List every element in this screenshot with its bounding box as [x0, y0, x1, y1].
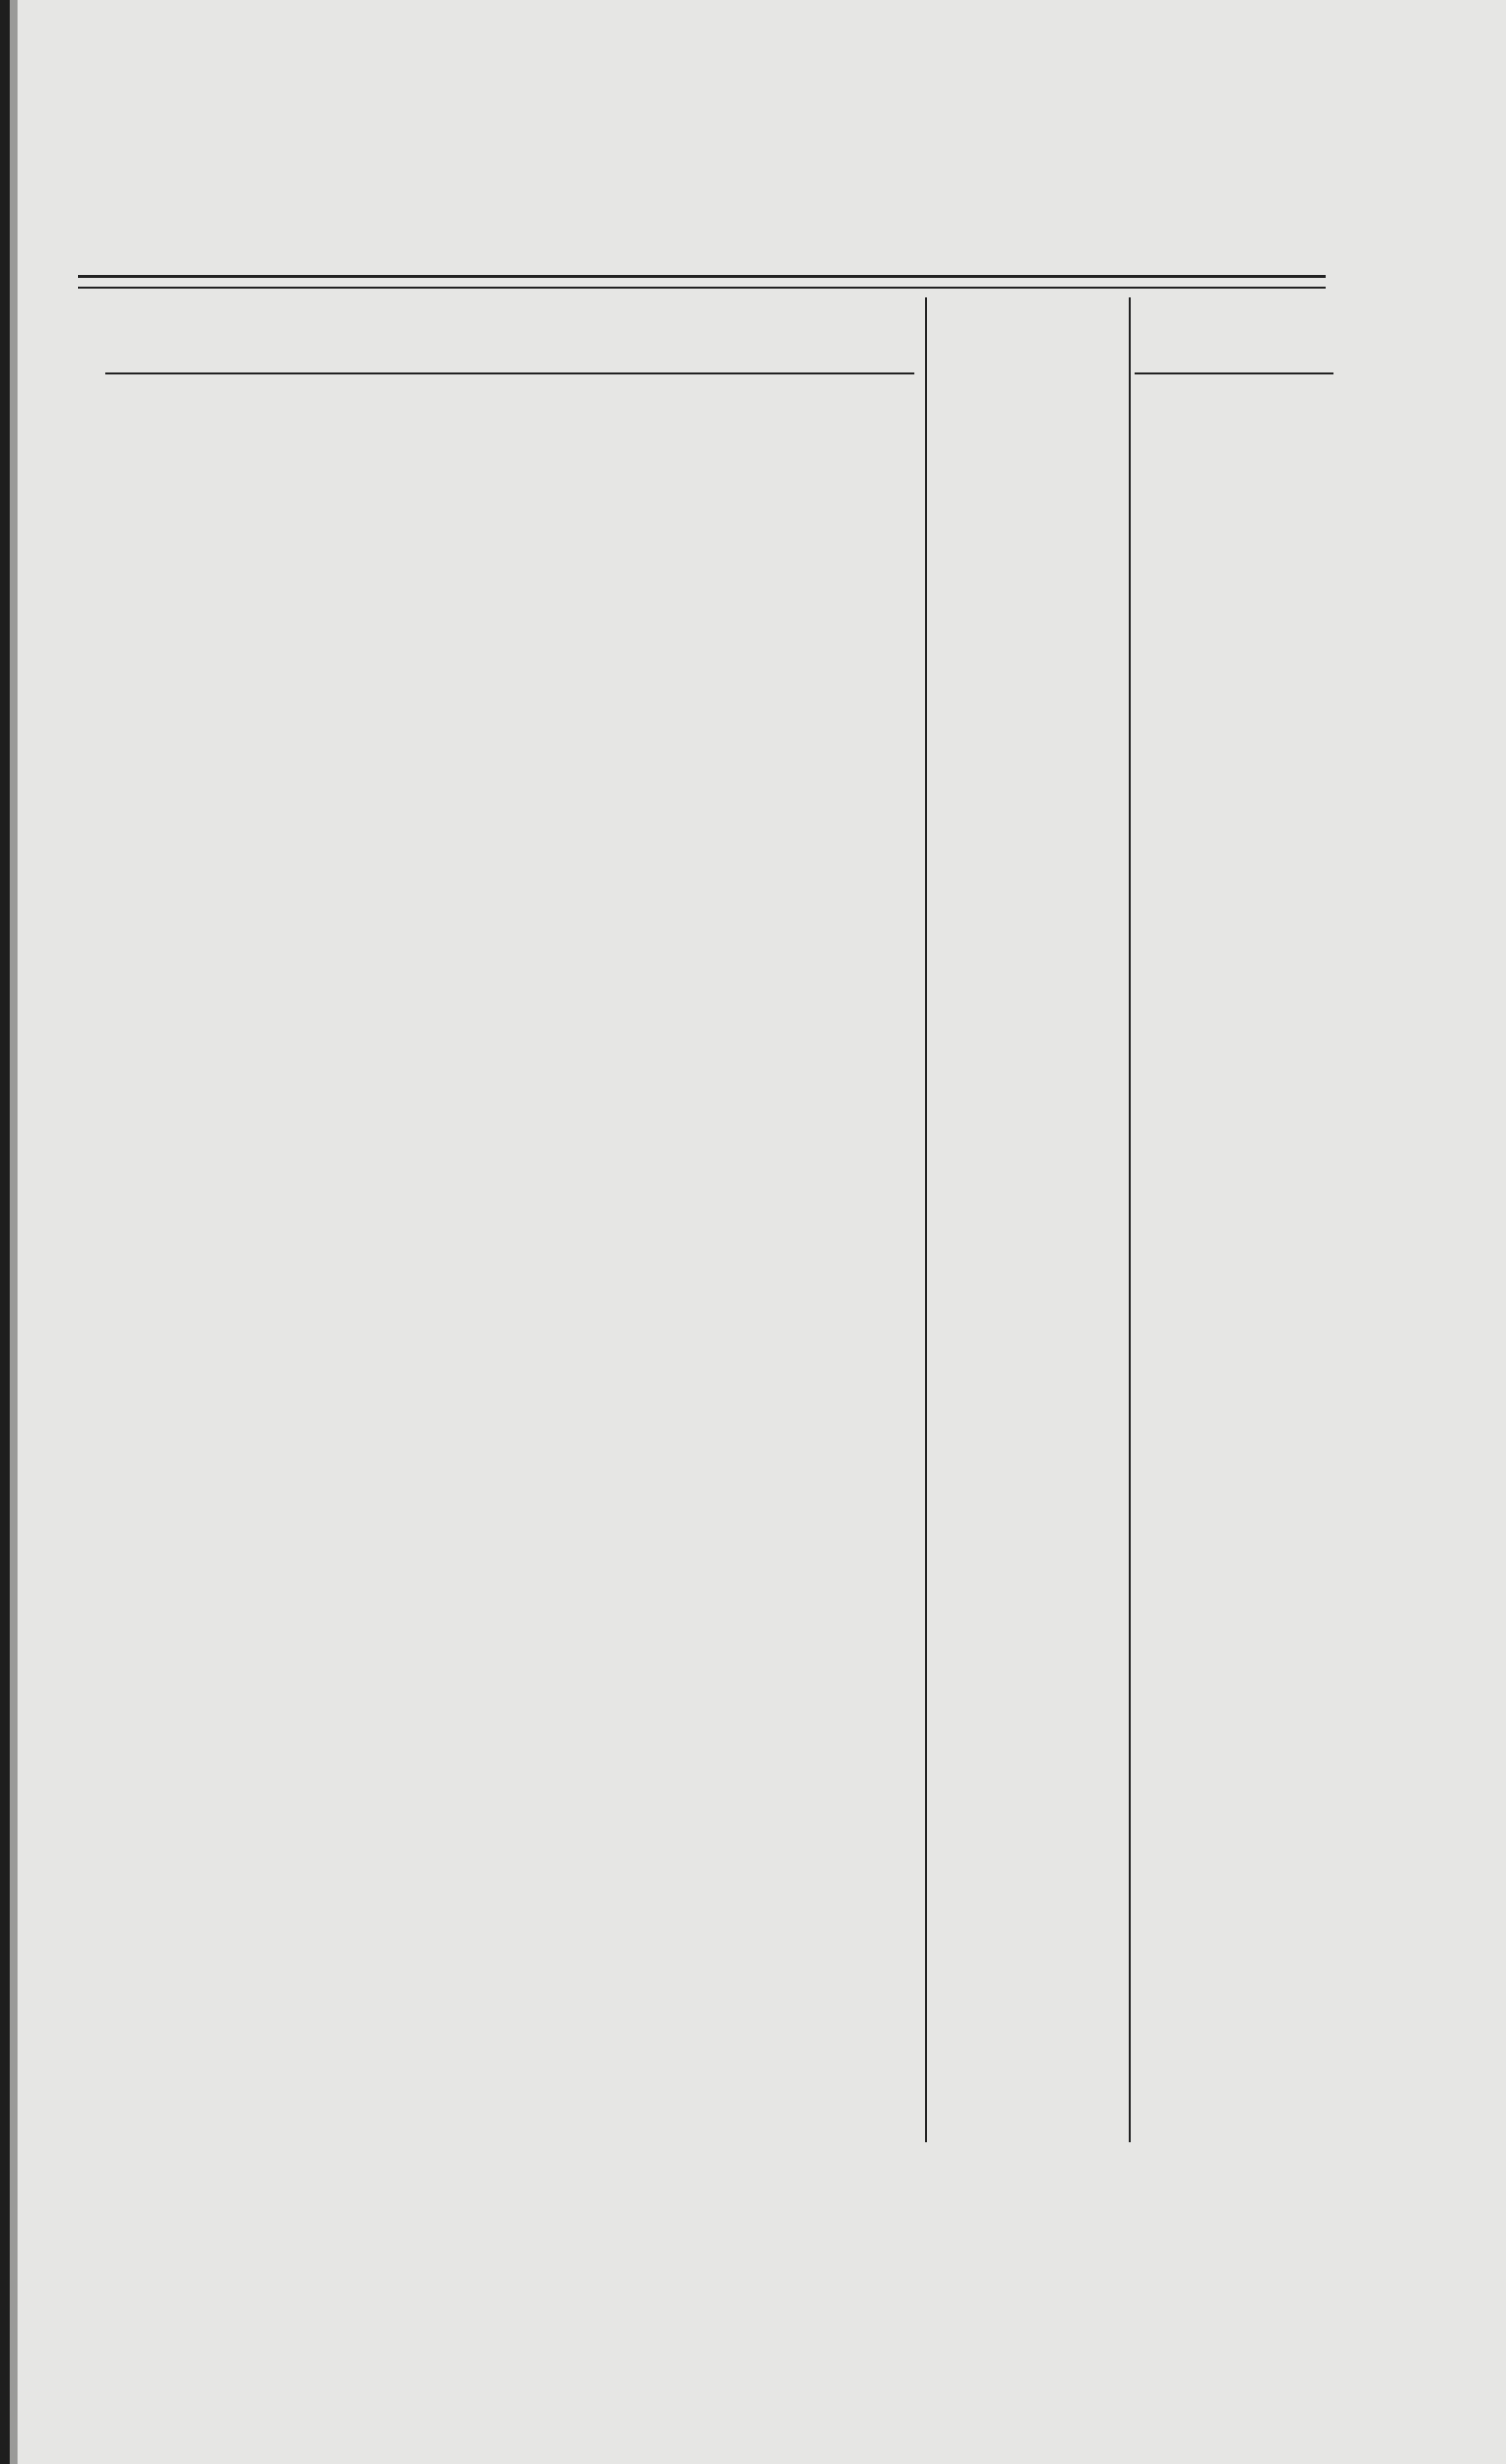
- header-underline-label: [105, 372, 914, 374]
- header-underline-total: [1135, 372, 1333, 374]
- column-divider-right: [1129, 297, 1131, 2142]
- header-rule-bottom: [78, 287, 1326, 289]
- column-divider-left: [925, 297, 927, 2142]
- binding-shadow: [10, 0, 18, 2464]
- binding-edge: [0, 0, 10, 2464]
- header-rule-top: [78, 275, 1326, 278]
